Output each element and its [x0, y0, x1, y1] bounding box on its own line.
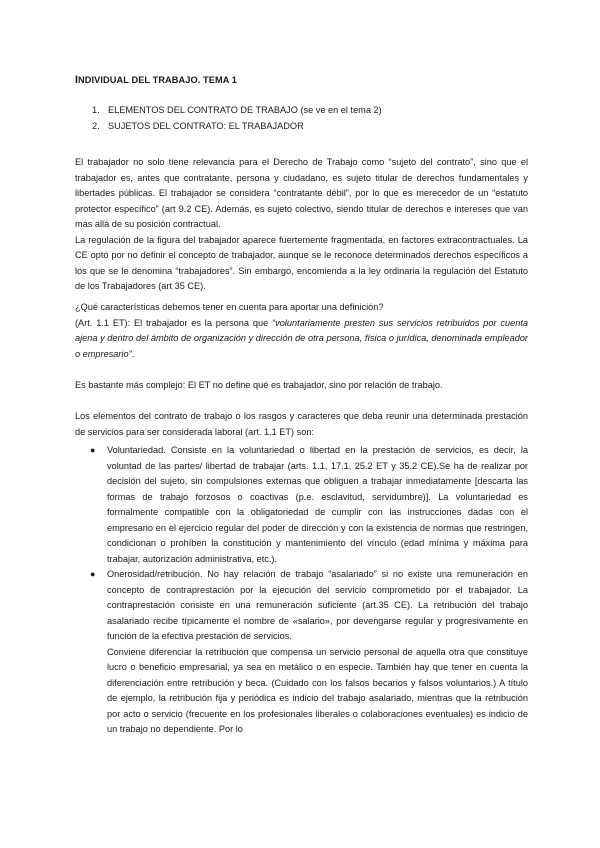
- definition-question: ¿Qué características debemos tener en cuenta para aportar una definición?: [75, 302, 384, 312]
- title-initial: I: [75, 74, 79, 86]
- list-item-body: [107, 443, 528, 567]
- elements-list: [88, 443, 528, 738]
- list-item-paragraph: Conviene diferenciar la retribución que compensa un servicio personal de aquella otra que constituye lucro o beneficio empresarial, ya sea en metálico o en especie. También hay que tener en cuenta la diferenciación entre retribución y beca. (Cuidado con los falsos becarios y falsos voluntarios.) A título de ejemplo, la retribución fija y periódica es indicio del trabajo asalariado, mientras que la retribución por acto o servicio (frecuente en los profesionales liberales o colaboraciones eventuales) es indicio de un trabajo no dependiente. Por lo: [107, 646, 528, 734]
- elements-intro-paragraph: Los elementos del contrato de trabajo o los rasgos y caracteres que deba reunir una determinada prestación de servicios para ser considerada laboral (art. 1.1 ET) son:: [75, 411, 528, 437]
- definition-quote: “voluntariamente presten sus servicios retribuidos por cuenta ajena y dentro del ámbito de organización y dirección de otra persona, física o jurídica, denominada empleador o empresario”: [75, 317, 529, 359]
- toc-number: 1.: [92, 105, 100, 115]
- toc-item: [92, 103, 532, 119]
- list-item-voluntariedad: [88, 443, 528, 567]
- definition-paragraph: [75, 316, 528, 363]
- list-item-paragraph: Voluntariedad. Consiste en la voluntariedad o libertad en la prestación de servicios, es decir, la voluntad de las partes/ libertad de trabajar (arts. 1.1, 17.1, 25.2 ET y 35.2 CE).Se ha de realizar por decisión del sujeto, sin compulsiones externas que obliguen a trabajar inmediatamente [descarta las formas de trabajo forzosos o coactivas (p.e. esclavitud, servidumbre)]. La voluntariedad es formalmente compatible con la obligatoriedad de cumplir con las instrucciones dadas con el empresario en el ejercicio regular del poder de dirección y con la existencia de normas que restringen, condicionan o prohíben la constitución y mantenimiento del vínculo (edad mínima y máxima para trabajar, autorización administrativa, etc.).: [107, 445, 528, 564]
- definition-suffix: .: [131, 348, 135, 359]
- definition-section: [75, 300, 528, 362]
- bullet-marker: ●: [90, 445, 96, 455]
- intro-section: [75, 155, 528, 295]
- complexity-note: [75, 378, 528, 394]
- table-of-contents: [92, 103, 532, 134]
- list-item-onerosidad: [88, 567, 528, 738]
- elements-intro-section: [75, 409, 528, 440]
- definition-prefix: (Art. 1.1 ET): El trabajador es la persona que: [75, 317, 273, 328]
- paragraph-worker-relevance: El trabajador no solo tiene relevancia para el Derecho de Trabajo como “sujeto del contrato”, sino que el trabajador es, antes que contratante, persona y ciudadano, es sujeto titular de derechos fundamentales y libertades públicas. El trabajador se considera “contratante débil”, por lo que es merecedor de un “estatuto protector específico” (art 9.2 CE). Además, es sujeto colectivo, siendo titular de derechos e intereses que van más allá de su posición contractual.: [75, 157, 528, 229]
- complexity-paragraph: Es bastante más complejo: El ET no define qué es trabajador, sino por relación de trabajo.: [75, 380, 443, 390]
- toc-text: SUJETOS DEL CONTRATO: EL TRABAJADOR: [108, 120, 304, 131]
- list-item-body: [107, 567, 528, 738]
- toc-item: [92, 119, 532, 135]
- document-title: [75, 73, 237, 89]
- paragraph-regulation: La regulación de la figura del trabajador aparece fuertemente fragmentada, en factores extracontractuales. La CE optó por no definir el concepto de trabajador, aunque se le reconoce determinados derechos específicos a los que se le denomina “trabajadores”. Sin embargo, encomienda a la ley ordinaria la regulación del Estatuto de los Trabajadores (art 35 CE).: [75, 234, 528, 291]
- toc-number: 2.: [92, 120, 100, 131]
- title-text: NDIVIDUAL DEL TRABAJO. TEMA 1: [78, 75, 237, 85]
- toc-text: ELEMENTOS DEL CONTRATO DE TRABAJO (se ve en el tema 2): [108, 105, 382, 115]
- bullet-marker: ●: [90, 569, 96, 579]
- list-item-paragraph: Onerosidad/retribución. No hay relación de trabajo “asalariado” si no existe una remuneración en concepto de contraprestación por la ejecución del servicio comprometido por el trabajador. La contraprestación consiste en una remuneración suficiente (art.35 CE). La retribución del trabajo asalariado recibe típicamente el nombre de «salario», por devengarse regular y progresivamente en función de la efectiva prestación de servicios.: [107, 569, 528, 641]
